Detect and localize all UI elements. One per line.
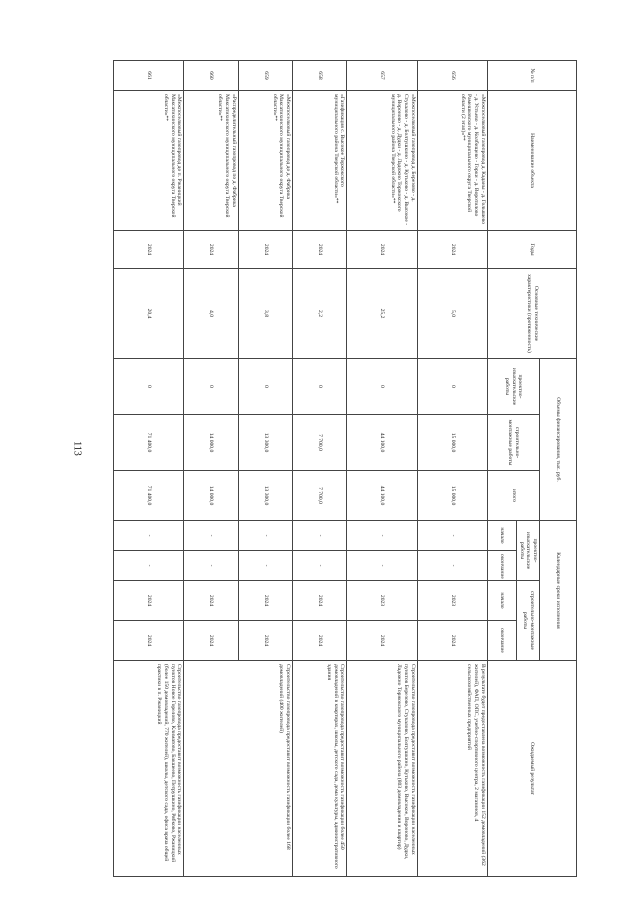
row-num: 657 — [347, 61, 417, 91]
table-row — [347, 61, 417, 877]
row-result: Строительство газопровода предоставит возможность газификации населенных пунктов Березово, Стукалово, Болтушкино, Кутьково, Высокое, Вороново, Дудки, Ладожно Торжокского муниципального района (803 домовладения и квартир) — [347, 661, 417, 877]
row-fin-construction: 44 100,0 — [347, 415, 417, 471]
row-fin-total: 44 100,0 — [347, 471, 417, 521]
row-fin-construction: 15 000,0 — [417, 415, 487, 471]
row-design-end: - — [184, 551, 238, 581]
row-result: Строительство газопровода предоставит возможность газификации более 450 домовладений в квартирах, школы, детского сада, дома культуры, административного здания — [293, 661, 347, 877]
row-fin-total: 71 400,0 — [114, 471, 184, 521]
header-row-top — [540, 61, 577, 877]
row-fin-total: 7 700,0 — [293, 471, 347, 521]
header-schedule: Календарные сроки исполнения — [540, 521, 577, 661]
row-result: В результате будет предоставлена возможность газификации 152 домовладений (362 жителей), ФАП, ОПС, учебно-спортивного центра, 2 магазинов, 4 сельскохозяйственных предприятий — [417, 661, 487, 877]
row-fin-total: 14 000,0 — [184, 471, 238, 521]
objects-table — [113, 60, 577, 877]
header-construction-start: начало — [487, 581, 516, 621]
row-fin-total: 13 300,0 — [238, 471, 292, 521]
row-construction-end: 2024 — [114, 621, 184, 661]
row-design-start: - — [293, 521, 347, 551]
row-object-name: «Межпоселковый газопровод до п. Ржаницкий Максатихинского муниципального округа Тверской области»** — [114, 91, 184, 231]
row-num: 658 — [293, 61, 347, 91]
row-length: 4,0 — [184, 269, 238, 359]
row-fin-construction: 13 300,0 — [238, 415, 292, 471]
row-result: Строительство газопровода предоставит возможность газификации более 168 домовладений (400 жителей) — [184, 661, 293, 877]
header-fin-construction: строительно-монтажные работы — [487, 415, 539, 471]
header-name: Наименование объекта — [487, 91, 576, 231]
row-construction-end: 2024 — [347, 621, 417, 661]
header-fin-design: проектно-изыскательские работы — [487, 359, 539, 415]
row-construction-start: 2023 — [347, 581, 417, 621]
header-years: Годы — [487, 231, 576, 269]
header-design-start: начало — [487, 521, 516, 551]
row-length: 20,4 — [114, 269, 184, 359]
row-fin-design: 0 — [293, 359, 347, 415]
header-financing: Объемы финансирования, тыс. руб. — [540, 359, 577, 521]
row-construction-start: 2023 — [417, 581, 487, 621]
row-object-name: «Межпоселковый газопровод до д. Фабрика Максатихинского муниципального округа Тверской области»** — [238, 91, 292, 231]
row-num: 656 — [417, 61, 487, 91]
header-specs: Основные технические характеристики (протяженность) — [487, 269, 576, 359]
row-length: 3,8 — [238, 269, 292, 359]
row-year: 2024 — [238, 231, 292, 269]
row-fin-design: 0 — [114, 359, 184, 415]
row-construction-end: 2024 — [293, 621, 347, 661]
row-num: 660 — [184, 61, 238, 91]
row-design-start: - — [347, 521, 417, 551]
header-sched-construction: строительно-монтажные работы — [516, 581, 539, 661]
header-num: № п/п — [487, 61, 576, 91]
page-number: 113 — [71, 441, 83, 456]
row-construction-start: 2024 — [238, 581, 292, 621]
row-year: 2024 — [347, 231, 417, 269]
header-design-end: окончание — [487, 551, 516, 581]
row-design-end: - — [293, 551, 347, 581]
table-row — [114, 61, 184, 877]
row-object-name: «Межпоселковый газопровод д. Каданы - д. Голышево - д. Устьево - д. Колбищево - Горки - д. Воротилово Рамешковского муниципального округа Тверской области (2 этап)»** — [417, 91, 487, 231]
row-design-start: - — [238, 521, 292, 551]
row-result: Строительство газопровода предоставит возможность газификации населенных пунктов Новое Горелово, Климатово, Бакшеево, Петрушкино, Рябково, Ржаницкий (более 150 домовладений, 770 жителей), школы, детского сада, офиса врача общей практики в п. Ржаницкий — [114, 661, 184, 877]
table-row — [417, 61, 487, 877]
row-construction-end: 2024 — [238, 621, 292, 661]
row-fin-design: 0 — [347, 359, 417, 415]
header-construction-end: окончание — [487, 621, 516, 661]
row-fin-design: 0 — [238, 359, 292, 415]
row-fin-construction: 71 400,0 — [114, 415, 184, 471]
row-design-start: - — [114, 521, 184, 551]
row-construction-start: 2024 — [293, 581, 347, 621]
table-rotation-wrapper — [113, 60, 577, 876]
row-fin-total: 15 000,0 — [417, 471, 487, 521]
row-year: 2024 — [184, 231, 238, 269]
row-year: 2024 — [114, 231, 184, 269]
row-design-end: - — [417, 551, 487, 581]
row-design-start: - — [184, 521, 238, 551]
row-object-name: «Распределительный газопровод по д. Фабрика Максатихинского муниципального округа Тверской области»** — [184, 91, 238, 231]
row-construction-end: 2024 — [184, 621, 238, 661]
row-construction-end: 2024 — [417, 621, 487, 661]
row-construction-start: 2024 — [114, 581, 184, 621]
table-row — [293, 61, 347, 877]
header-fin-total: итого — [487, 471, 539, 521]
row-fin-construction: 7 700,0 — [293, 415, 347, 471]
rotated-table-stage — [113, 60, 577, 876]
row-fin-design: 0 — [184, 359, 238, 415]
table-row — [238, 61, 292, 877]
row-fin-construction: 14 000,0 — [184, 415, 238, 471]
row-object-name: «Газификация с. Высокое Торжокского муниципального района Тверской области»** — [293, 91, 347, 231]
row-length: 25,2 — [347, 269, 417, 359]
row-length: 5,0 — [417, 269, 487, 359]
row-design-end: - — [238, 551, 292, 581]
row-year: 2024 — [293, 231, 347, 269]
row-design-end: - — [347, 551, 417, 581]
row-year: 2024 — [417, 231, 487, 269]
row-num: 661 — [114, 61, 184, 91]
row-fin-design: 0 — [417, 359, 487, 415]
row-construction-start: 2024 — [184, 581, 238, 621]
header-result: Ожидаемый результат — [487, 661, 576, 877]
row-design-start: - — [417, 521, 487, 551]
row-num: 659 — [238, 61, 292, 91]
row-object-name: «Межпоселковый газопровод д. Березово - д. Стукалово - д. Болтушкино - д. Кутьково - д. Высокое - д. Вороново - д. Дудки - д. Ладожно Торжокского муниципального района Тверской области»** — [347, 91, 417, 231]
row-design-end: - — [114, 551, 184, 581]
row-length: 2,2 — [293, 269, 347, 359]
header-sched-design: проектно-изыскательские работы — [516, 521, 539, 581]
